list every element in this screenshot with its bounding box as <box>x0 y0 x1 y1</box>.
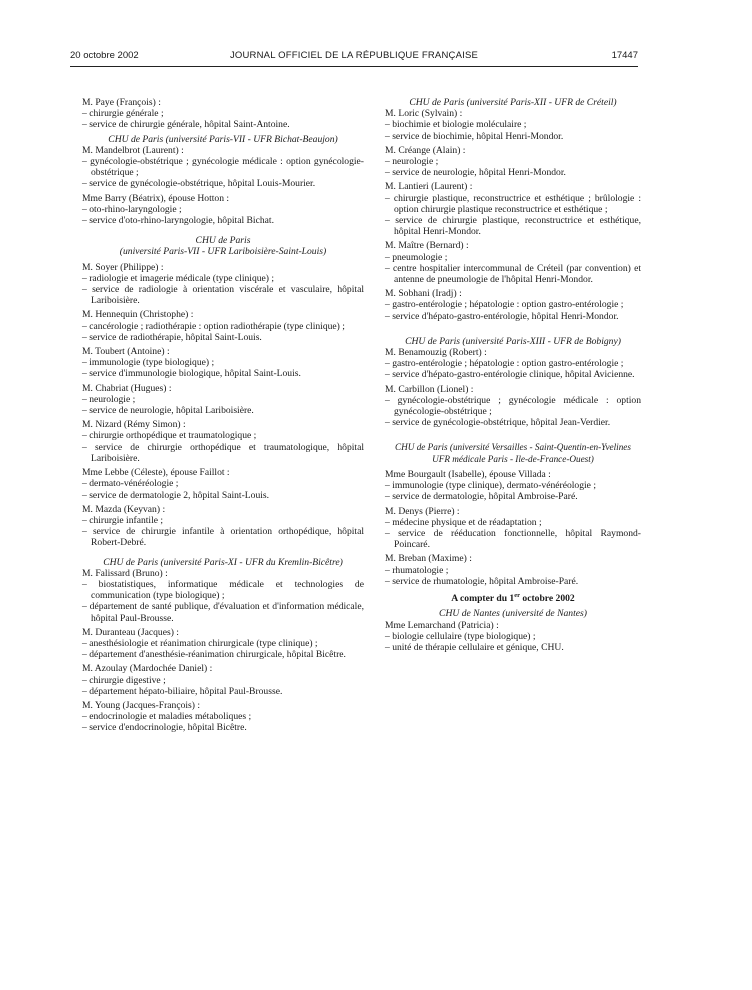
entry-carbillon <box>385 384 641 429</box>
entry-item: – gastro-entérologie ; hépatologie : option gastro-entérologie ; <box>385 299 641 310</box>
entry-item: – service de gynécologie-obstétrique, hôpital Jean-Verdier. <box>385 417 641 428</box>
entry-barry <box>82 193 364 227</box>
entry-denys <box>385 506 641 551</box>
entry-item: – chirurgie générale ; <box>82 108 364 119</box>
entry-item: – service de radiologie à orientation viscérale et vasculaire, hôpital Lariboisière. <box>82 284 364 306</box>
entry-item: – service de chirurgie orthopédique et traumatologique, hôpital Lariboisière. <box>82 442 364 464</box>
entry-duranteau <box>82 627 364 661</box>
entry-item: – département de santé publique, d'évaluation et d'information médicale, hôpital Paul-Brousse. <box>82 601 364 623</box>
entry-item: – chirurgie infantile ; <box>82 515 364 526</box>
section-title-line: (université Paris-VII - UFR Lariboisière-Saint-Louis) <box>119 246 327 258</box>
entry-name: M. Azoulay (Mardochée Daniel) : <box>82 663 213 675</box>
entry-item: – neurologie ; <box>82 394 364 405</box>
entry-name: M. Nizard (Rémy Simon) : <box>82 419 186 431</box>
entry-item: – endocrinologie et maladies métaboliques ; <box>82 711 364 722</box>
entry-name: M. Benamouzig (Robert) : <box>385 347 487 359</box>
entry-chabriat <box>82 383 364 417</box>
entry-item: – chirurgie digestive ; <box>82 675 364 686</box>
entry-breban <box>385 553 641 587</box>
header-date: 20 octobre 2002 <box>70 50 139 61</box>
entry-name: Mme Bourgault (Isabelle), épouse Villada : <box>385 468 551 480</box>
entry-item: – service de dermatologie, hôpital Ambroise-Paré. <box>385 491 641 502</box>
section-title-versailles <box>385 442 641 464</box>
entry-item: – chirurgie orthopédique et traumatologique ; <box>82 430 364 441</box>
entry-item: – neurologie ; <box>385 156 641 167</box>
entry-item: – cancérologie ; radiothérapie : option radiothérapie (type clinique) ; <box>82 321 364 332</box>
effective-date-heading <box>385 590 641 604</box>
entry-name: M. Duranteau (Jacques) : <box>82 626 179 638</box>
entry-nizard <box>82 419 364 464</box>
right-column <box>385 97 641 656</box>
section-title-bicetre: CHU de Paris (université Paris-XI - UFR du Kremlin-Bicêtre) <box>103 556 343 568</box>
entry-item: – biochimie et biologie moléculaire ; <box>385 119 641 130</box>
entry-maitre <box>385 240 641 285</box>
entry-item: – service de biochimie, hôpital Henri-Mondor. <box>385 131 641 142</box>
entry-item: – service d'oto-rhino-laryngologie, hôpital Bichat. <box>82 215 364 226</box>
entry-item: – gynécologie-obstétrique ; gynécologie médicale : option gynécologie-obstétrique ; <box>385 395 641 417</box>
entry-name: M. Sobhani (Iradj) : <box>385 288 462 300</box>
entry-name: M. Carbillon (Lionel) : <box>385 383 474 395</box>
section-title-bobigny: CHU de Paris (université Paris-XIII - UFR de Bobigny) <box>405 335 621 347</box>
left-column <box>82 97 364 737</box>
entry-item: – service d'endocrinologie, hôpital Bicêtre. <box>82 722 364 733</box>
entry-item: – service de chirurgie infantile à orientation orthopédique, hôpital Robert-Debré. <box>82 526 364 548</box>
entry-name: M. Lantieri (Laurent) : <box>385 181 473 193</box>
entry-name: M. Breban (Maxime) : <box>385 553 472 565</box>
entry-item: – service de gynécologie-obstétrique, hôpital Louis-Mourier. <box>82 178 364 189</box>
entry-sobhani <box>385 288 641 322</box>
entry-name: M. Mandelbrot (Laurent) : <box>82 144 184 156</box>
header-journal-title: JOURNAL OFFICIEL DE LA RÉPUBLIQUE FRANÇAISE <box>229 50 479 61</box>
entry-item: – service de chirurgie plastique, reconstructrice et esthétique, hôpital Henri-Mondor. <box>385 215 641 237</box>
entry-name: M. Falissard (Bruno) : <box>82 567 168 579</box>
section-title-nantes: CHU de Nantes (université de Nantes) <box>439 608 587 620</box>
entry-name: M. Mazda (Keyvan) : <box>82 503 166 515</box>
entry-item: – radiologie et imagerie médicale (type clinique) ; <box>82 273 364 284</box>
entry-lantieri <box>385 181 641 237</box>
entry-mandelbrot <box>82 145 364 190</box>
entry-item: – pneumologie ; <box>385 252 641 263</box>
entry-name: Mme Barry (Béatrix), épouse Hotton : <box>82 192 230 204</box>
header-rule <box>70 66 638 67</box>
entry-item: – rhumatologie ; <box>385 565 641 576</box>
section-title-line: CHU de Paris (université Versailles - Saint-Quentin-en-Yvelines <box>395 442 631 453</box>
entry-young <box>82 700 364 734</box>
entry-name: M. Toubert (Antoine) : <box>82 346 170 358</box>
entry-azoulay <box>82 663 364 697</box>
entry-name: Mme Lebbe (Céleste), épouse Faillot : <box>82 467 230 479</box>
section-title-line: CHU de Paris <box>195 235 251 247</box>
entry-benamouzig <box>385 347 641 381</box>
entry-item: – service de neurologie, hôpital Lariboisière. <box>82 405 364 416</box>
entry-name: M. Loric (Sylvain) : <box>385 108 463 120</box>
entry-name: M. Créange (Alain) : <box>385 144 466 156</box>
entry-item: – oto-rhino-laryngologie ; <box>82 204 364 215</box>
effective-date-prefix: A compter du 1 <box>451 593 515 605</box>
entry-name: M. Paye (François) : <box>82 97 161 108</box>
effective-date-suffix: octobre 2002 <box>520 593 575 605</box>
entry-item: – chirurgie plastique, reconstructrice et esthétique ; brûlologie : option chirurgie plastique reconstructrice et esthétique ; <box>385 193 641 215</box>
section-title-bichat: CHU de Paris (université Paris-VII - UFR Bichat-Beaujon) <box>108 133 338 145</box>
entry-item: – immunologie (type clinique), dermato-vénéréologie ; <box>385 480 641 491</box>
entry-item: – département hépato-biliaire, hôpital Paul-Brousse. <box>82 686 364 697</box>
entry-mazda <box>82 504 364 549</box>
entry-item: – biostatistiques, informatique médicale et technologies de communication (type biologique) ; <box>82 579 364 601</box>
entry-name: M. Maître (Bernard) : <box>385 240 469 252</box>
entry-item: – gastro-entérologie ; hépatologie : option gastro-entérologie ; <box>385 358 641 369</box>
entry-item: – unité de thérapie cellulaire et génique, CHU. <box>385 642 641 653</box>
section-title-creteil: CHU de Paris (université Paris-XII - UFR de Créteil) <box>409 97 617 108</box>
entry-item: – service de rééducation fonctionnelle, hôpital Raymond-Poincaré. <box>385 528 641 550</box>
entry-item: – service d'hépato-gastro-entérologie, hôpital Henri-Mondor. <box>385 311 641 322</box>
entry-soyer <box>82 262 364 307</box>
header-page-number: 17447 <box>611 50 638 61</box>
section-title-lariboisiere <box>82 235 364 257</box>
entry-lebbe <box>82 467 364 501</box>
entry-toubert <box>82 346 364 380</box>
entry-loric <box>385 108 641 142</box>
entry-falissard <box>82 568 364 624</box>
entry-item: – anesthésiologie et réanimation chirurgicale (type clinique) ; <box>82 638 364 649</box>
entry-item: – gynécologie-obstétrique ; gynécologie médicale : option gynécologie-obstétrique ; <box>82 156 364 178</box>
entry-item: – service de radiothérapie, hôpital Saint-Louis. <box>82 332 364 343</box>
entry-hennequin <box>82 309 364 343</box>
entry-item: – service de dermatologie 2, hôpital Saint-Louis. <box>82 490 364 501</box>
entry-name: M. Chabriat (Hugues) : <box>82 382 172 394</box>
entry-item: – médecine physique et de réadaptation ; <box>385 517 641 528</box>
entry-name: M. Hennequin (Christophe) : <box>82 309 194 321</box>
entry-item: – service de chirurgie générale, hôpital Saint-Antoine. <box>82 119 364 130</box>
entry-paye <box>82 97 364 131</box>
entry-item: – service d'immunologie biologique, hôpital Saint-Louis. <box>82 368 364 379</box>
page-header <box>70 50 638 64</box>
entry-lemarchand <box>385 620 641 654</box>
entry-item: – service de neurologie, hôpital Henri-Mondor. <box>385 167 641 178</box>
entry-bourgault <box>385 469 641 503</box>
entry-item: – service d'hépato-gastro-entérologie clinique, hôpital Avicienne. <box>385 369 641 380</box>
entry-name: M. Young (Jacques-François) : <box>82 699 201 711</box>
effective-date-superscript: er <box>514 591 521 599</box>
entry-creange <box>385 145 641 179</box>
entry-item: – département d'anesthésie-réanimation chirurgicale, hôpital Bicêtre. <box>82 649 364 660</box>
entry-name: M. Soyer (Philippe) : <box>82 261 164 273</box>
entry-item: – biologie cellulaire (type biologique) ; <box>385 631 641 642</box>
entry-item: – service de rhumatologie, hôpital Ambroise-Paré. <box>385 576 641 587</box>
entry-name: M. Denys (Pierre) : <box>385 505 460 517</box>
entry-item: – centre hospitalier intercommunal de Créteil (par convention) et antenne de pneumologie de l'hôpital Henri-Mondor. <box>385 263 641 285</box>
entry-name: Mme Lemarchand (Patricia) : <box>385 619 499 631</box>
entry-item: – dermato-vénéréologie ; <box>82 478 364 489</box>
entry-item: – immunologie (type biologique) ; <box>82 357 364 368</box>
section-title-line: UFR médicale Paris - Ile-de-France-Ouest) <box>432 453 594 464</box>
